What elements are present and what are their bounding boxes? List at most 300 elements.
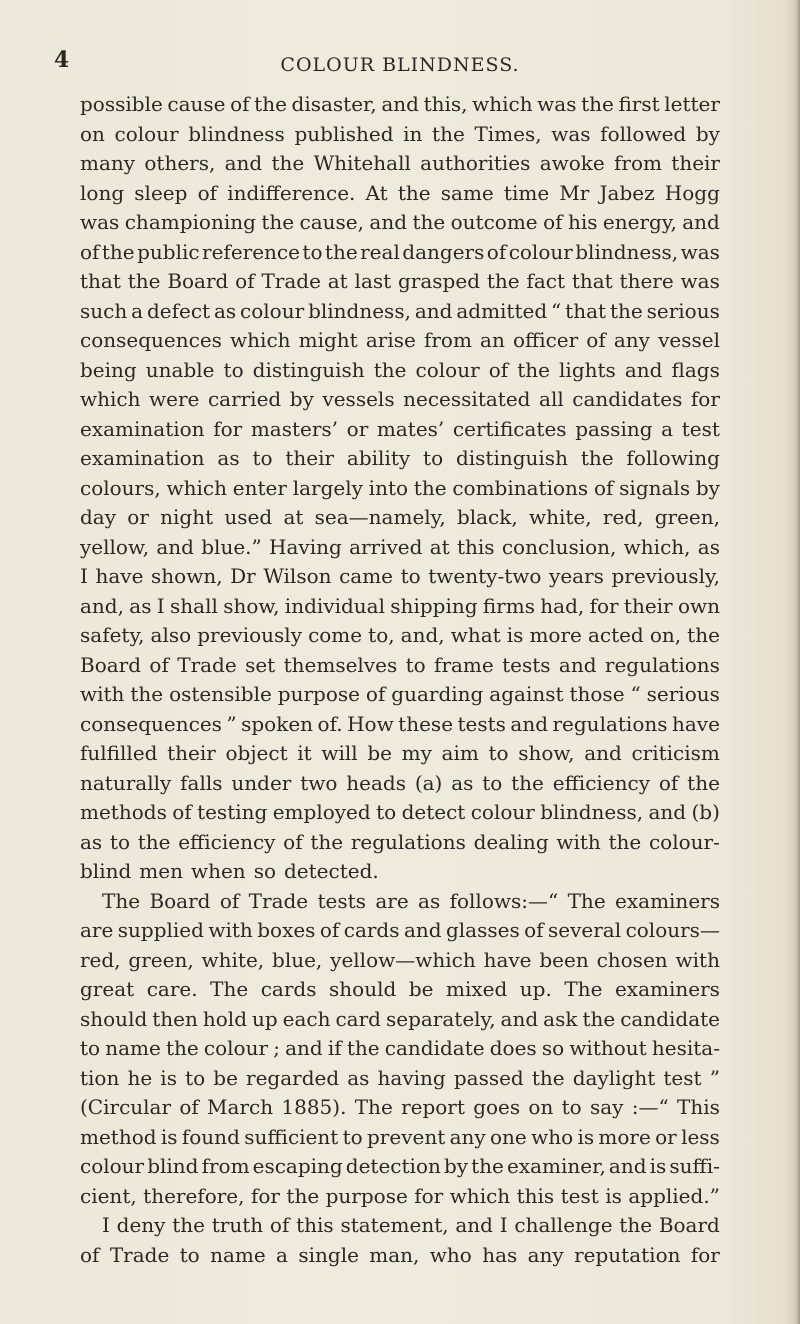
word: name <box>105 1036 161 1060</box>
text-line <box>80 1241 720 1271</box>
word: the <box>261 210 295 234</box>
text-line <box>80 267 720 297</box>
word: officer <box>512 328 579 352</box>
word: the <box>127 269 161 293</box>
word: firms <box>482 593 535 618</box>
word: of. <box>317 711 343 736</box>
word: naturally <box>80 770 172 795</box>
word: statement, <box>340 1213 449 1237</box>
word: the <box>619 1213 653 1237</box>
word: blue.” <box>201 534 262 559</box>
word: falls <box>180 770 223 795</box>
word: and <box>608 1154 647 1178</box>
word: to <box>376 800 397 824</box>
word: green, <box>654 505 720 529</box>
word: with <box>675 947 720 972</box>
word: the <box>531 1065 565 1090</box>
word: glasses <box>445 918 520 942</box>
word: by <box>695 475 720 500</box>
word: masters’ <box>250 416 339 441</box>
word: of <box>524 918 544 942</box>
word: of <box>658 770 679 795</box>
word: (a) <box>414 770 443 795</box>
word: signals <box>619 475 691 500</box>
word: championing <box>124 210 256 234</box>
word: daylight <box>572 1065 656 1090</box>
word: Times, <box>474 121 542 146</box>
word: he <box>127 1065 153 1090</box>
word: last <box>354 269 392 293</box>
word: is <box>577 1124 595 1149</box>
word: and <box>510 711 549 736</box>
word: and <box>414 298 453 323</box>
word: Having <box>269 534 342 559</box>
word: the <box>412 210 446 234</box>
word: reputation <box>574 1242 681 1267</box>
text-line <box>80 1211 720 1241</box>
word: to <box>400 564 421 588</box>
word: conclusion, <box>501 534 617 559</box>
word: employed <box>272 800 371 824</box>
word: colour- <box>648 829 720 854</box>
word: shown, <box>151 564 223 588</box>
word: yellow—which <box>330 947 476 972</box>
word: this <box>516 1183 555 1208</box>
word: and <box>624 357 663 382</box>
word: regulations <box>604 652 720 677</box>
word: distinguish <box>455 446 568 470</box>
word: white, <box>201 947 265 972</box>
word: and <box>648 800 687 824</box>
word: as <box>80 829 103 854</box>
word: my <box>401 741 432 765</box>
word: set <box>245 652 276 677</box>
word: awoke <box>539 151 605 175</box>
word: I <box>102 1213 110 1237</box>
word: of <box>543 210 563 234</box>
word: is <box>160 1065 177 1090</box>
word: green, <box>128 947 194 972</box>
page-number: 4 <box>54 47 70 73</box>
word: the <box>486 269 520 293</box>
word: to <box>405 652 426 677</box>
word: ” <box>226 711 237 736</box>
word: Whitehall <box>313 151 411 175</box>
word: twenty-two <box>428 564 542 588</box>
word: such <box>80 298 128 323</box>
word: come <box>308 623 363 647</box>
running-title: COLOUR BLINDNESS. <box>280 54 520 76</box>
word: which <box>80 387 141 411</box>
word: men <box>139 859 183 883</box>
word: that <box>80 269 121 293</box>
word: defect <box>146 298 211 323</box>
word: with <box>556 829 601 854</box>
word: detect <box>401 800 466 824</box>
text-line <box>80 1182 720 1212</box>
word: an <box>480 328 505 352</box>
word: the <box>324 239 358 264</box>
word: tests <box>317 888 366 913</box>
word: published <box>294 121 394 146</box>
word: is <box>506 623 524 647</box>
word: his <box>567 210 598 234</box>
word: being <box>80 357 137 382</box>
word: flags <box>671 357 720 382</box>
word: for <box>414 1183 444 1208</box>
word: to <box>342 1124 363 1149</box>
text-line <box>80 621 720 651</box>
text-line <box>80 1034 720 1064</box>
word: and <box>584 741 622 765</box>
word: separately, <box>385 1006 496 1031</box>
word: is <box>160 1124 178 1149</box>
word: Board <box>80 652 142 677</box>
word: having <box>377 1065 446 1090</box>
word: any <box>449 1124 486 1149</box>
word: more <box>529 623 582 647</box>
word: shall <box>170 593 218 618</box>
word: for <box>589 593 619 618</box>
word: real <box>360 239 400 264</box>
word: was <box>680 269 720 293</box>
word: are <box>375 888 409 913</box>
word: “ <box>630 682 641 706</box>
text-line <box>80 1005 720 1035</box>
word: I <box>499 1213 508 1237</box>
word: have <box>483 947 532 972</box>
word: and <box>156 534 194 559</box>
word: from <box>614 151 662 175</box>
word: many <box>80 151 136 175</box>
word: How <box>347 711 394 736</box>
word: day <box>80 505 117 529</box>
word: also <box>150 623 192 647</box>
word: criticism <box>631 741 720 765</box>
word: Dr <box>230 564 256 588</box>
word: each <box>282 1006 331 1031</box>
word: examiners <box>614 977 720 1001</box>
word: under <box>231 770 292 795</box>
word: card <box>335 1006 381 1031</box>
text-line <box>80 1152 720 1182</box>
word: say <box>589 1095 624 1119</box>
word: of <box>219 888 240 913</box>
word: night <box>160 505 214 529</box>
word: the <box>172 1213 205 1237</box>
word: to <box>185 1065 206 1090</box>
word: Mr <box>559 180 590 205</box>
text-line <box>80 828 720 858</box>
word: have <box>671 711 720 736</box>
word: blind <box>147 1154 199 1178</box>
word: the <box>432 121 465 146</box>
word: show, <box>223 593 280 618</box>
word: be <box>408 977 434 1001</box>
word: as <box>217 446 240 470</box>
word: are <box>80 918 114 942</box>
page-edge-shadow <box>786 0 800 1324</box>
word: same <box>440 180 494 205</box>
word: the <box>130 682 164 706</box>
text-line <box>80 1064 720 1094</box>
word: man, <box>369 1242 420 1267</box>
word: as <box>418 888 441 913</box>
word: red, <box>602 505 644 529</box>
word: Wilson <box>263 564 332 588</box>
word: the <box>254 92 287 116</box>
text-line <box>80 680 720 710</box>
word: so <box>253 859 276 883</box>
text-line <box>80 710 720 740</box>
text-line <box>80 1093 720 1123</box>
word: prevent <box>367 1124 446 1149</box>
word: should <box>329 977 397 1001</box>
text-line <box>80 297 720 327</box>
word: others, <box>144 151 216 175</box>
text-line <box>80 533 720 563</box>
word: report <box>401 1095 465 1119</box>
word: these <box>398 711 454 736</box>
text-line <box>80 651 720 681</box>
word: ask <box>543 1006 578 1031</box>
word: the <box>166 1036 199 1060</box>
word: blindness <box>188 121 285 146</box>
word: therefore, <box>143 1183 245 1208</box>
word: to <box>223 357 244 382</box>
word: colour <box>415 357 480 382</box>
text-line <box>80 975 720 1005</box>
word: single <box>298 1242 359 1267</box>
word: “ <box>551 298 562 323</box>
word: yellow, <box>80 534 150 559</box>
text-line <box>80 120 720 150</box>
word: candidates <box>572 387 683 411</box>
word: and <box>285 1036 323 1060</box>
word: testing <box>197 800 268 824</box>
word: purpose <box>277 682 360 706</box>
word: detection <box>345 1154 441 1178</box>
text-line <box>80 415 720 445</box>
word: in <box>403 121 423 146</box>
word: all <box>539 387 564 411</box>
word: public <box>137 239 200 264</box>
word: serious <box>646 298 720 323</box>
word: without <box>569 1036 647 1060</box>
word: heads <box>346 770 406 795</box>
word: The <box>210 977 249 1001</box>
word: there <box>619 269 674 293</box>
word: the <box>286 1183 320 1208</box>
word: that <box>565 298 607 323</box>
text-line <box>80 385 720 415</box>
text-line <box>80 946 720 976</box>
word: who <box>429 1242 472 1267</box>
word: the <box>310 829 344 854</box>
word: deny <box>116 1213 166 1237</box>
word: if <box>327 1036 342 1060</box>
word: then <box>152 1006 198 1031</box>
word: ” <box>709 1065 720 1090</box>
word: regulations <box>350 829 466 854</box>
word: cards <box>343 918 400 942</box>
word: for <box>690 387 720 411</box>
word: had, <box>540 593 585 618</box>
word: of <box>80 1242 100 1267</box>
word: first <box>618 92 660 116</box>
text-line <box>80 769 720 799</box>
word: a <box>131 298 144 323</box>
word: as <box>213 298 237 323</box>
word: and <box>403 918 442 942</box>
word: of <box>80 239 100 264</box>
word: which <box>230 328 291 352</box>
word: which <box>166 475 227 500</box>
word: cards <box>260 977 317 1001</box>
word: which <box>472 92 533 116</box>
word: time <box>503 180 550 205</box>
word: who <box>531 1124 574 1149</box>
word: object <box>225 741 288 765</box>
text-line <box>80 444 720 474</box>
text-line <box>80 90 720 120</box>
word: of <box>586 328 606 352</box>
word: passing <box>575 416 653 441</box>
word: :—“ <box>631 1095 669 1119</box>
word: the <box>581 92 614 116</box>
text-line <box>80 503 720 533</box>
word: own <box>677 593 720 618</box>
word: by <box>443 1154 469 1178</box>
word: previously, <box>611 564 720 588</box>
word: on, <box>649 623 682 647</box>
word: be <box>213 1065 238 1090</box>
word: certificates <box>452 416 567 441</box>
word: used <box>224 505 273 529</box>
word: with <box>80 682 125 706</box>
word: efficiency <box>552 770 651 795</box>
word: colour <box>80 1154 145 1178</box>
word: cause, <box>299 210 364 234</box>
word: might <box>298 328 358 352</box>
word: carried <box>207 387 282 411</box>
word: a <box>276 1242 288 1267</box>
word: from <box>201 1154 250 1178</box>
word: to <box>488 741 509 765</box>
word: less <box>681 1124 720 1149</box>
word: great <box>80 977 135 1001</box>
word: examiner, <box>506 1154 606 1178</box>
word: (b) <box>691 800 720 824</box>
word: Board <box>149 888 211 913</box>
word: when <box>190 859 246 883</box>
word: to <box>302 239 323 264</box>
word: the <box>346 1036 380 1060</box>
word: the <box>373 357 407 382</box>
word: sleep <box>134 180 188 205</box>
word: grasped <box>398 269 480 293</box>
word: and, <box>80 593 124 618</box>
word: energy, <box>602 210 677 234</box>
word: colour <box>203 1036 269 1060</box>
text-line <box>80 592 720 622</box>
word: or <box>346 416 369 441</box>
word: cause <box>167 92 226 116</box>
word: sea—namely, <box>314 505 446 529</box>
word: of <box>149 652 169 677</box>
word: examiners <box>615 888 720 913</box>
word: colour <box>114 121 179 146</box>
word: authorities <box>420 151 531 175</box>
word: the <box>609 298 643 323</box>
word: does <box>489 1036 537 1060</box>
word: and <box>224 151 263 175</box>
word: efficiency <box>178 829 276 854</box>
word: blindness, <box>308 298 411 323</box>
word: long <box>80 180 125 205</box>
word: examination <box>80 416 205 441</box>
word: At <box>365 180 388 205</box>
word: necessitated <box>403 387 531 411</box>
word: of <box>269 1213 290 1237</box>
word: of <box>488 357 509 382</box>
word: by <box>289 387 314 411</box>
word: boxes <box>257 918 316 942</box>
word: Hogg <box>664 180 720 205</box>
text-line <box>80 916 720 946</box>
word: Jabez <box>599 180 655 205</box>
word: to <box>179 1242 200 1267</box>
word: candidate <box>384 1036 485 1060</box>
text-line <box>80 208 720 238</box>
word: dealing <box>473 829 549 854</box>
word: at <box>429 534 450 559</box>
word: was <box>551 121 591 146</box>
word: Trade <box>261 269 321 293</box>
word: ; <box>273 1036 280 1060</box>
word: been <box>539 947 589 972</box>
word: cient, <box>80 1183 137 1208</box>
text-line <box>80 179 720 209</box>
word: Trade <box>177 652 237 677</box>
word: and <box>500 1006 539 1031</box>
word: consequences <box>80 711 222 736</box>
word: their <box>671 151 720 175</box>
word: shipping <box>390 593 478 618</box>
word: the <box>517 357 550 382</box>
word: at <box>283 505 304 529</box>
body-text <box>80 90 720 1270</box>
word: serious <box>646 682 720 706</box>
word: mixed <box>445 977 508 1001</box>
word: outcome <box>450 210 538 234</box>
word: blindness, <box>575 239 679 264</box>
word: of <box>319 918 340 942</box>
word: the <box>271 151 305 175</box>
word: vessels <box>322 387 395 411</box>
word: to <box>423 446 444 470</box>
word: as <box>697 534 720 559</box>
word: previously <box>197 623 302 647</box>
word: their <box>285 446 335 470</box>
word: the <box>608 829 642 854</box>
word: and, <box>400 623 445 647</box>
word: The <box>354 1095 393 1119</box>
word: and <box>558 652 597 677</box>
word: their <box>623 593 673 618</box>
word: suffi- <box>669 1154 720 1178</box>
word: the <box>413 475 447 500</box>
